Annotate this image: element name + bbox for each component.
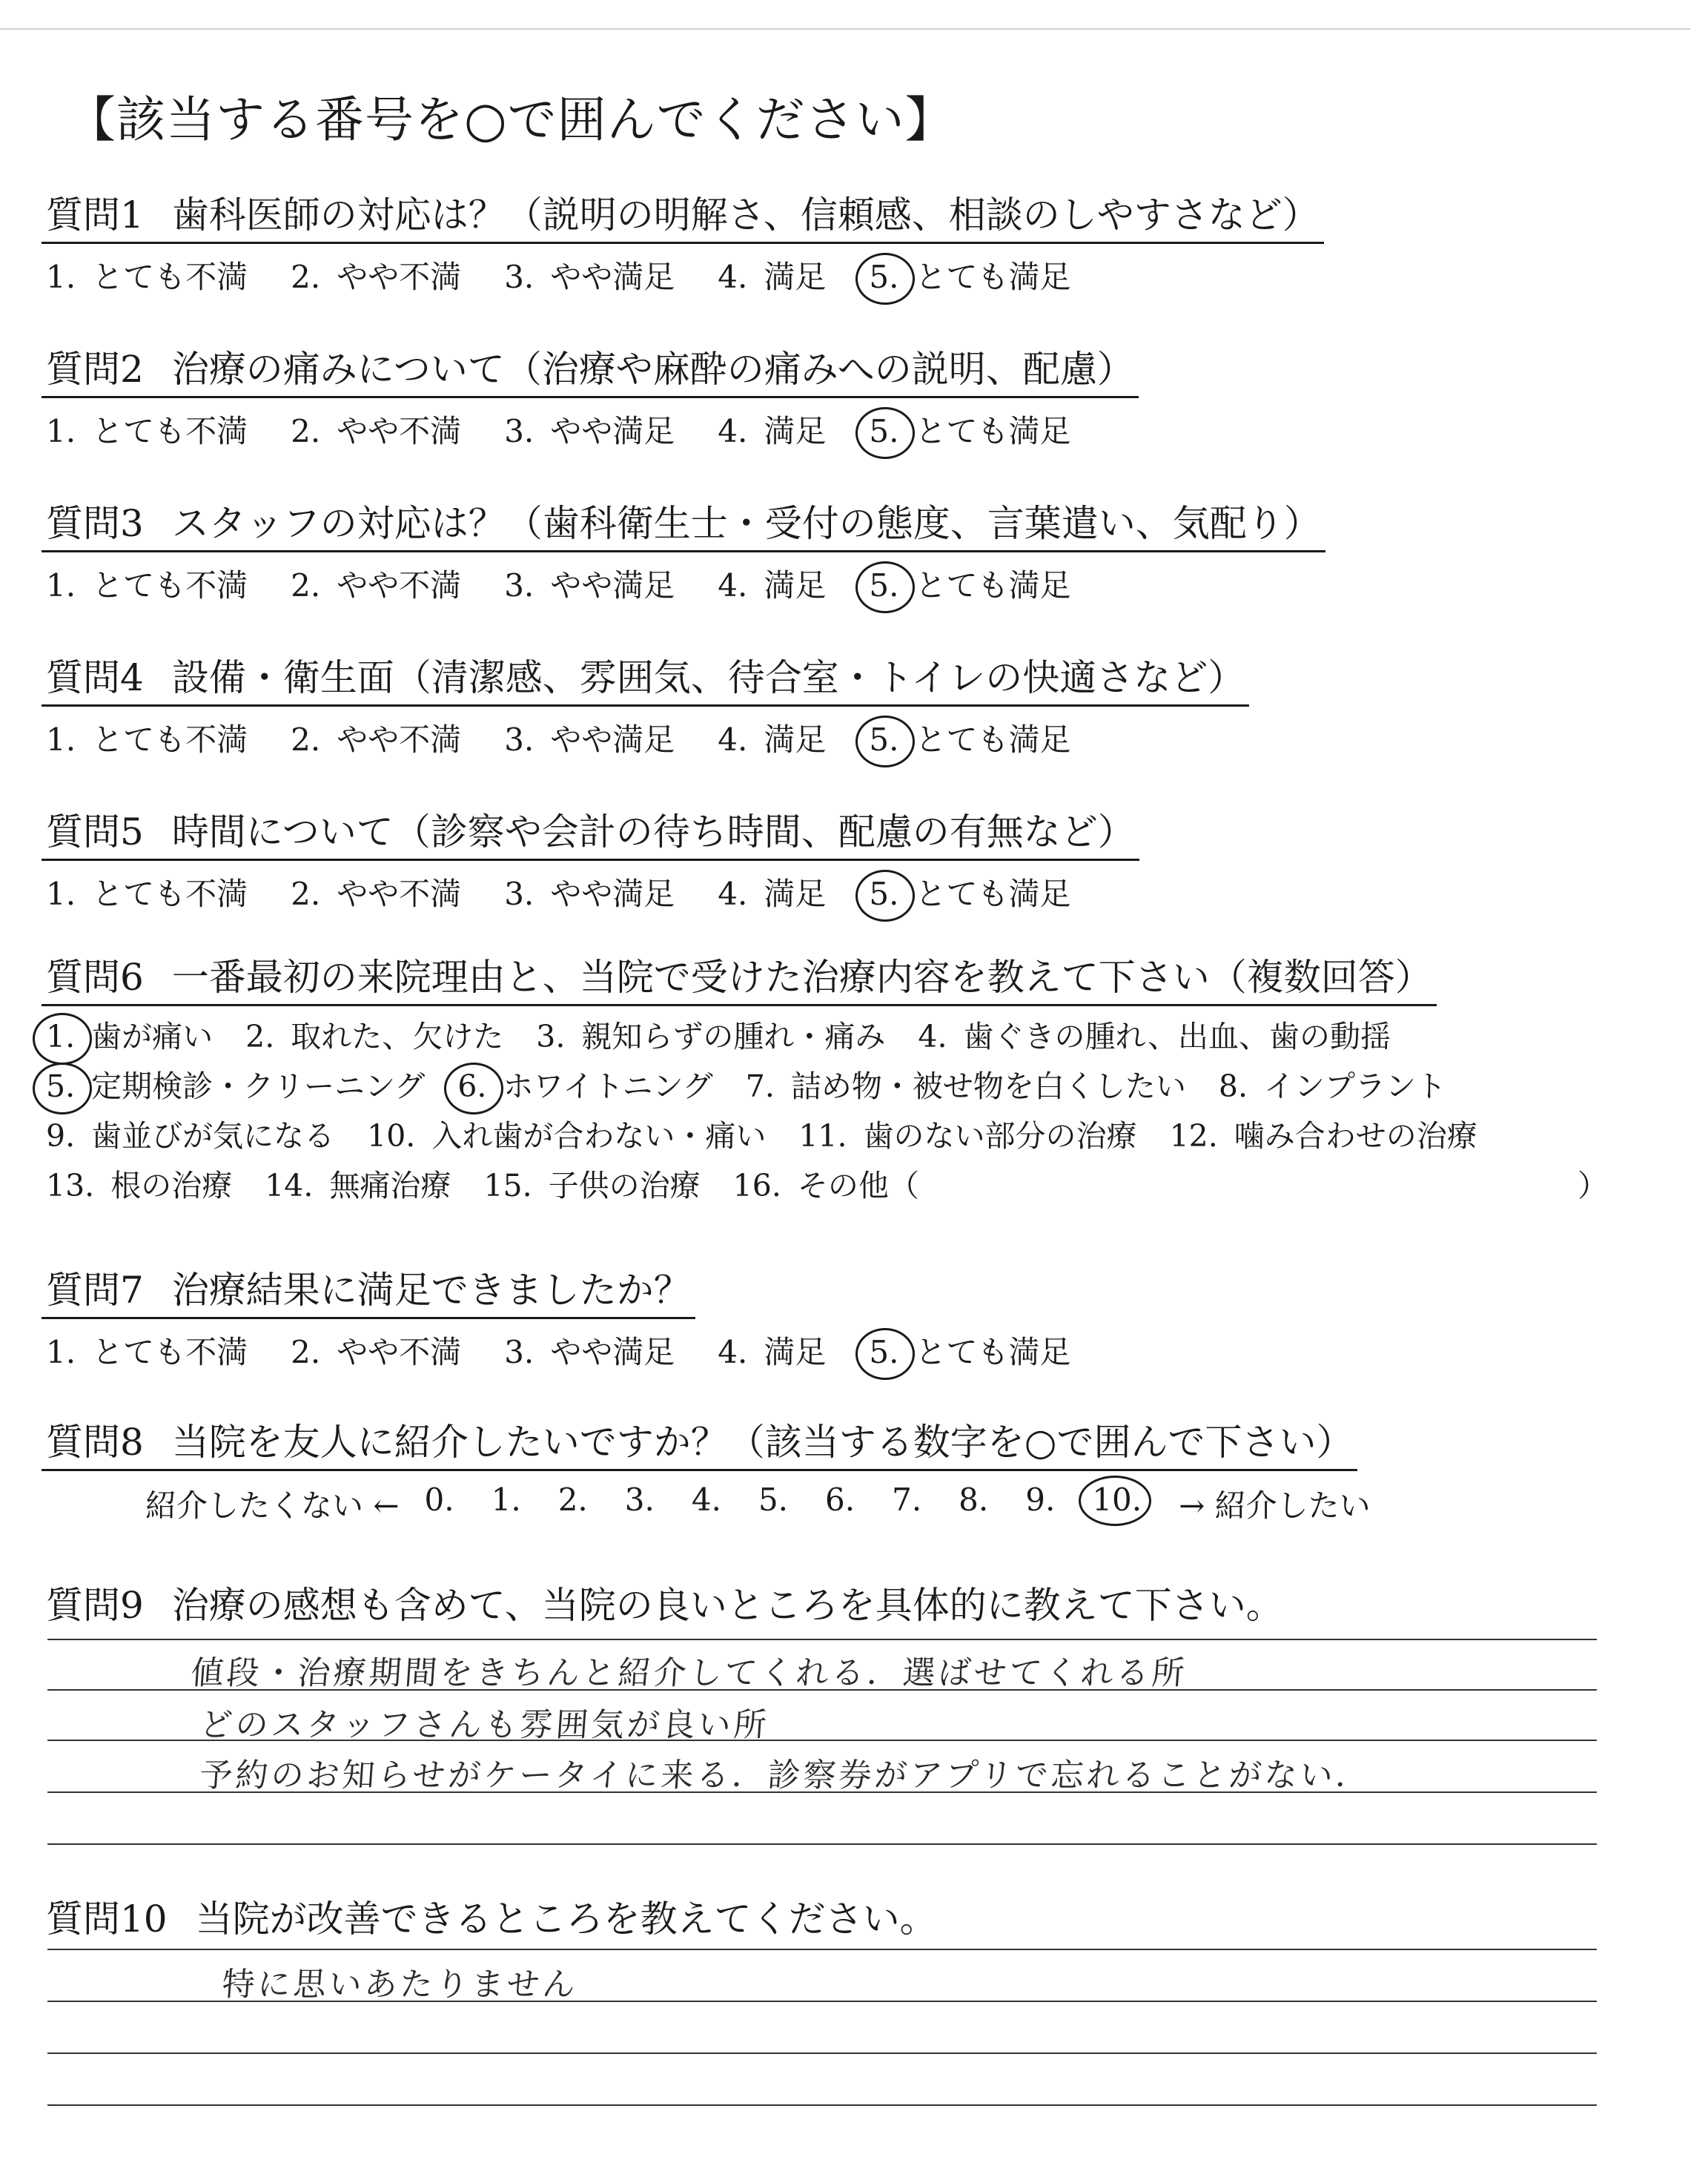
option-number: 2. (291, 413, 321, 449)
option-label: とても満足 (915, 259, 1071, 295)
option-number: 2. (291, 721, 321, 758)
answer-option[interactable] (718, 407, 826, 452)
option-number: 1. (46, 1334, 76, 1370)
question-text: 一番最初の来院理由と、当院で受けた治療内容を教えて下さい（複数回答） (171, 956, 1432, 999)
option-number: 1. (46, 1019, 76, 1054)
question-title (42, 1413, 1357, 1471)
top-border (0, 28, 1690, 30)
recommend-scale (42, 1482, 1371, 1526)
question-number: 質問9 (46, 1584, 144, 1627)
option-number: 5. (869, 567, 899, 604)
recommend-score[interactable]: 3. (624, 1482, 655, 1518)
question-8 (42, 1413, 1371, 1526)
answer-option[interactable] (46, 870, 248, 914)
option-number: 4. (718, 1334, 748, 1370)
question-title (42, 802, 1139, 861)
answer-option[interactable] (869, 561, 1070, 606)
option-label: 子供の治療 (548, 1168, 701, 1203)
question-title (42, 1261, 695, 1319)
option-number: 2. (291, 567, 321, 604)
reason-option[interactable] (1170, 1112, 1477, 1155)
option-number: 8. (1218, 1069, 1248, 1104)
option-label: とても不満 (92, 413, 248, 449)
option-number: 13. (46, 1168, 95, 1203)
reason-option[interactable] (46, 1161, 232, 1205)
recommend-score[interactable]: 4. (691, 1482, 721, 1518)
question-title (42, 648, 1249, 707)
option-number: 4. (718, 876, 748, 912)
answer-line (47, 2052, 1597, 2054)
option-number: 5. (869, 721, 899, 758)
handwritten-answer: 予約のお知らせがケータイに来る．診察券がアプリで忘れることがない． (198, 1757, 1373, 1794)
option-number: 3. (504, 721, 534, 758)
question-number: 質問5 (46, 810, 144, 853)
question-title (42, 185, 1324, 244)
reason-option[interactable] (46, 1062, 425, 1106)
recommend-score[interactable]: 6. (825, 1482, 855, 1518)
option-label: やや不満 (337, 876, 462, 912)
question-number: 質問6 (46, 956, 144, 999)
answer-options (42, 253, 1324, 297)
reason-option[interactable] (367, 1112, 766, 1155)
option-number: 1. (46, 567, 76, 604)
answer-option[interactable] (869, 407, 1070, 452)
option-label: インプラント (1264, 1069, 1446, 1104)
option-label: とても不満 (92, 1334, 248, 1370)
question-number: 質問1 (46, 194, 144, 237)
option-label: やや不満 (337, 721, 462, 758)
recommend-score[interactable]: 8. (959, 1482, 989, 1518)
option-number: 3. (504, 413, 534, 449)
question-title (42, 948, 1437, 1006)
option-label: とても不満 (92, 876, 248, 912)
answer-option[interactable] (504, 716, 675, 760)
option-label: 満足 (764, 721, 827, 758)
option-label: やや不満 (337, 1334, 462, 1370)
option-number: 6. (457, 1069, 487, 1104)
answer-option[interactable] (504, 253, 675, 297)
recommend-score[interactable]: 2. (557, 1482, 588, 1518)
question-text: 当院が改善できるところを教えてください。 (195, 1898, 937, 1941)
handwritten-answer: どのスタッフさんも雰囲気が良い所 (198, 1706, 771, 1744)
question-text: 時間について（診察や会計の待ち時間、配慮の有無など） (171, 810, 1135, 853)
question-text: 当院を友人に紹介したいですか？（該当する数字を○で囲んで下さい） (171, 1421, 1354, 1464)
option-label: 親知らずの腫れ・痛み (581, 1019, 886, 1054)
option-label: 歯が痛い (91, 1019, 214, 1054)
option-number: 3. (504, 259, 534, 295)
option-label: やや満足 (550, 259, 675, 295)
option-number: 3. (504, 1334, 534, 1370)
option-label: やや満足 (550, 413, 675, 449)
question-7 (42, 1261, 1113, 1373)
reason-option[interactable] (245, 1012, 503, 1056)
question-number: 質問4 (46, 656, 144, 699)
question-number: 質問2 (46, 348, 144, 391)
option-label: 満足 (764, 1334, 827, 1370)
answer-option[interactable] (718, 253, 826, 297)
answer-option[interactable] (869, 716, 1070, 760)
answer-options (42, 407, 1139, 452)
option-label: とても満足 (915, 567, 1071, 604)
question-1 (42, 185, 1324, 297)
option-number: 2. (291, 1334, 321, 1370)
option-label: 詰め物・被せ物を白くしたい (790, 1069, 1186, 1104)
reason-option[interactable] (536, 1012, 885, 1056)
option-number: 12. (1169, 1118, 1218, 1154)
option-label: やや満足 (550, 1334, 675, 1370)
question-9 (42, 1576, 1283, 1629)
option-label: 歯ぐきの腫れ、出血、歯の動揺 (963, 1019, 1391, 1054)
option-number: 2. (291, 259, 321, 295)
reason-option[interactable] (918, 1012, 1391, 1056)
option-label: やや不満 (337, 567, 462, 604)
question-3 (42, 494, 1325, 606)
answer-option[interactable] (46, 1328, 248, 1373)
option-label: とても満足 (915, 1334, 1071, 1370)
reason-option[interactable] (1219, 1062, 1446, 1106)
reason-row (42, 1062, 1510, 1106)
reason-option[interactable] (746, 1062, 1186, 1106)
question-text: 治療の痛みについて（治療や麻酔の痛みへの説明、配慮） (171, 348, 1134, 391)
reason-option[interactable] (483, 1161, 700, 1205)
option-number: 11. (798, 1118, 847, 1154)
answer-option[interactable] (46, 407, 248, 452)
option-number: 1. (46, 876, 76, 912)
option-label: 定期検診・クリーニング (91, 1069, 426, 1104)
option-number: 4. (718, 259, 748, 295)
answer-option[interactable] (869, 253, 1070, 297)
answer-option[interactable] (718, 1328, 826, 1373)
answer-option[interactable] (869, 1328, 1070, 1373)
handwritten-answer: 特に思いあたりません (220, 1966, 580, 2004)
answer-option[interactable] (291, 561, 461, 606)
other-close-paren: ） (1578, 1168, 1608, 1203)
question-text: 歯科医師の対応は？（説明の明解さ、信頼感、相談のしやすさなど） (171, 194, 1320, 237)
answer-option[interactable] (718, 870, 826, 914)
recommend-score[interactable]: 7. (892, 1482, 922, 1518)
reason-option[interactable] (265, 1161, 451, 1205)
reason-option[interactable] (457, 1062, 712, 1106)
recommend-score[interactable]: 9. (1025, 1482, 1056, 1518)
option-number: 4. (718, 721, 748, 758)
answer-option[interactable] (718, 561, 826, 606)
answer-line (47, 1639, 1597, 1640)
question-number: 質問7 (46, 1269, 144, 1312)
option-number: 5. (869, 876, 899, 912)
answer-option[interactable] (46, 253, 248, 297)
question-10 (42, 1889, 937, 1943)
answer-options (42, 561, 1325, 606)
question-4 (42, 648, 1249, 760)
option-number: 4. (718, 567, 748, 604)
page-header: 【該当する番号を○で囲んでください】 (67, 91, 955, 148)
option-label: 満足 (764, 413, 827, 449)
question-title (42, 340, 1139, 398)
recommend-score[interactable]: 0. (424, 1482, 454, 1518)
recommend-score[interactable]: 1. (491, 1482, 521, 1518)
question-text: スタッフの対応は？（歯科衛生士・受付の態度、言葉遣い、気配り） (171, 502, 1321, 545)
reason-option[interactable] (46, 1012, 213, 1056)
option-number: 2. (245, 1019, 275, 1054)
scale-right-label: → 紹介したい (1179, 1487, 1371, 1524)
option-number: 1. (46, 259, 76, 295)
answer-line (47, 1843, 1597, 1845)
option-label: とても不満 (92, 567, 248, 604)
option-label: とても不満 (92, 259, 248, 295)
question-6 (42, 948, 1608, 1205)
answer-line (47, 2104, 1597, 2106)
answer-options (42, 870, 1139, 914)
question-title (42, 1889, 937, 1943)
option-label: やや不満 (337, 413, 462, 449)
option-label: やや満足 (550, 721, 675, 758)
answer-option[interactable] (504, 407, 675, 452)
option-label: 歯並びが気になる (91, 1118, 335, 1154)
option-number: 16. (732, 1168, 781, 1203)
scale-left-label: 紹介したくない ← (145, 1487, 400, 1524)
question-number: 質問3 (46, 502, 144, 545)
reason-option[interactable] (46, 1112, 334, 1155)
option-label: やや満足 (550, 567, 675, 604)
handwritten-answer: 値段・治療期間をきちんと紹介してくれる．選ばせてくれる所 (189, 1654, 1189, 1692)
answer-option[interactable] (291, 1328, 461, 1373)
option-number: 5. (869, 259, 899, 295)
option-number: 4. (918, 1019, 947, 1054)
option-number: 5. (46, 1069, 76, 1104)
option-number: 10. (367, 1118, 416, 1154)
question-number: 質問10 (46, 1898, 168, 1941)
option-number: 1. (46, 413, 76, 449)
answer-option[interactable] (718, 716, 826, 760)
option-label: やや不満 (337, 259, 462, 295)
question-title (42, 494, 1325, 552)
option-label: とても満足 (915, 876, 1071, 912)
answer-line (47, 1949, 1597, 1950)
option-number: 1. (46, 721, 76, 758)
option-number: 3. (536, 1019, 566, 1054)
question-text: 治療結果に満足できましたか？ (171, 1269, 691, 1312)
option-label: 噛み合わせの治療 (1234, 1118, 1477, 1154)
reason-row (42, 1112, 1510, 1155)
option-number: 5. (869, 413, 899, 449)
option-number: 2. (291, 876, 321, 912)
reason-option[interactable] (733, 1161, 919, 1205)
option-number: 14. (265, 1168, 314, 1203)
option-label: 根の治療 (110, 1168, 233, 1203)
option-label: 満足 (764, 876, 827, 912)
answer-option[interactable] (291, 716, 461, 760)
answer-option[interactable] (869, 870, 1070, 914)
question-2 (42, 340, 1139, 452)
answer-option[interactable] (291, 253, 461, 297)
option-number: 7. (745, 1069, 775, 1104)
option-number: 5. (869, 1334, 899, 1370)
question-text: 設備・衛生面（清潔感、雰囲気、待合室・トイレの快適さなど） (171, 656, 1245, 699)
option-label: 歯のない部分の治療 (863, 1118, 1137, 1154)
option-label: やや満足 (550, 876, 675, 912)
option-label: ホワイトニング (503, 1069, 713, 1104)
answer-option[interactable] (46, 561, 248, 606)
answer-option[interactable] (46, 716, 248, 760)
option-label: 満足 (764, 567, 827, 604)
question-title (42, 1576, 1283, 1629)
question-5 (42, 802, 1139, 914)
answer-option[interactable] (504, 870, 675, 914)
question-text: 治療の感想も含めて、当院の良いところを具体的に教えて下さい。 (171, 1584, 1283, 1627)
option-label: その他（ (797, 1168, 919, 1203)
option-label: 入れ歯が合わない・痛い (431, 1118, 767, 1154)
option-label: 満足 (764, 259, 827, 295)
option-label: とても満足 (915, 413, 1071, 449)
answer-option[interactable] (504, 561, 675, 606)
answer-option[interactable] (291, 870, 461, 914)
option-label: 取れた、欠けた (291, 1019, 504, 1054)
option-number: 15. (483, 1168, 532, 1203)
recommend-score[interactable]: 5. (758, 1482, 789, 1518)
option-number: 3. (504, 567, 534, 604)
question-number: 質問8 (46, 1421, 144, 1464)
option-label: とても不満 (92, 721, 248, 758)
answer-option[interactable] (291, 407, 461, 452)
reason-option[interactable] (798, 1112, 1136, 1155)
option-label: 無痛治療 (329, 1168, 451, 1203)
answer-options (42, 1328, 1113, 1373)
recommend-score[interactable]: 10. (1092, 1482, 1142, 1526)
reason-row (42, 1012, 1510, 1056)
answer-option[interactable] (504, 1328, 675, 1373)
reason-row (42, 1161, 1608, 1205)
option-number: 9. (46, 1118, 76, 1154)
option-number: 3. (504, 876, 534, 912)
answer-options (42, 716, 1249, 760)
option-label: とても満足 (915, 721, 1071, 758)
option-number: 4. (718, 413, 748, 449)
